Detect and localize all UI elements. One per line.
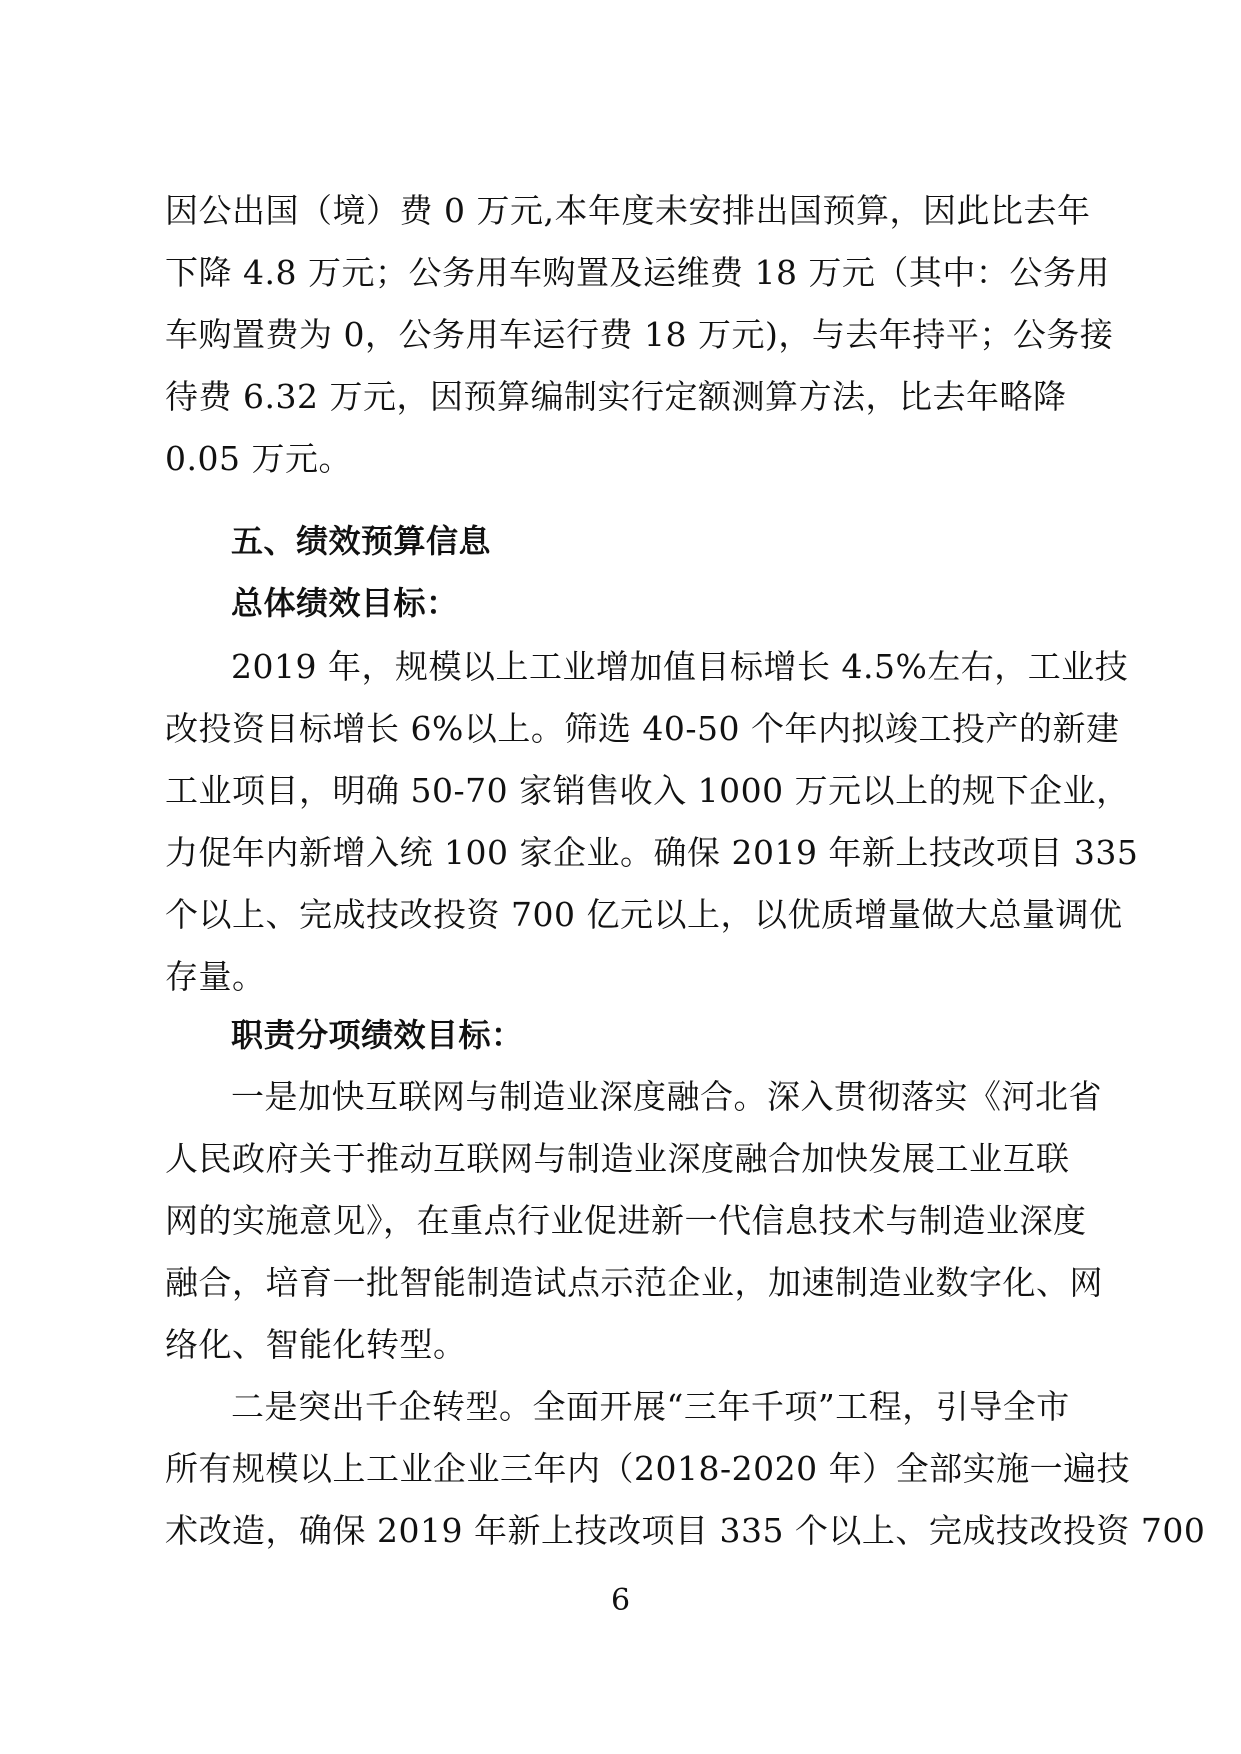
paragraph-enterprise-transformation <box>165 1376 1206 1562</box>
text-line: 个以上、完成技改投资 700 亿元以上，以优质增量做大总量调优 <box>165 895 1123 934</box>
text-line: 网的实施意见》，在重点行业促进新一代信息技术与制造业深度 <box>165 1201 1087 1240</box>
text-line: 所有规模以上工业企业三年内（2018-2020 年）全部实施一遍技 <box>165 1449 1131 1488</box>
text-line: 车购置费为 0，公务用车运行费 18 万元)，与去年持平；公务接 <box>165 315 1114 354</box>
section-heading-block <box>165 510 1085 634</box>
paragraph-expenses <box>165 180 1114 490</box>
page-number: 6 <box>610 1583 631 1618</box>
duty-heading-block <box>165 1004 1085 1066</box>
text-line: 因公出国（境）费 0 万元,本年度未安排出国预算，因此比去年 <box>165 191 1091 230</box>
text-line: 络化、智能化转型。 <box>165 1325 467 1364</box>
text-line: 一是加快互联网与制造业深度融合。深入贯彻落实《河北省 <box>231 1077 1102 1116</box>
text-line: 2019 年，规模以上工业增加值目标增长 4.5%左右，工业技 <box>231 647 1129 686</box>
text-line: 融合，培育一批智能制造试点示范企业，加速制造业数字化、网 <box>165 1263 1103 1302</box>
sub-heading-overall: 总体绩效目标： <box>231 584 459 622</box>
paragraph-internet-integration <box>165 1066 1103 1376</box>
text-line: 0.05 万元。 <box>165 439 352 478</box>
text-line: 工业项目，明确 50-70 家销售收入 1000 万元以上的规下企业， <box>165 771 1130 810</box>
text-line: 存量。 <box>165 957 266 996</box>
text-line: 下降 4.8 万元；公务用车购置及运维费 18 万元（其中：公务用 <box>165 253 1110 292</box>
text-line: 力促年内新增入统 100 家企业。确保 2019 年新上技改项目 335 <box>165 833 1139 872</box>
sub-heading-duty: 职责分项绩效目标： <box>231 1016 524 1054</box>
paragraph-overall-goals <box>165 636 1139 1008</box>
text-line: 待费 6.32 万元，因预算编制实行定额测算方法，比去年略降 <box>165 377 1067 416</box>
text-line: 改投资目标增长 6%以上。筛选 40-50 个年内拟竣工投产的新建 <box>165 709 1120 748</box>
text-line: 术改造，确保 2019 年新上技改项目 335 个以上、完成技改投资 700 <box>165 1511 1206 1550</box>
text-line: 人民政府关于推动互联网与制造业深度融合加快发展工业互联 <box>165 1139 1070 1178</box>
text-line: 二是突出千企转型。全面开展“三年千项”工程，引导全市 <box>231 1387 1070 1426</box>
section-heading: 五、绩效预算信息 <box>231 522 492 560</box>
